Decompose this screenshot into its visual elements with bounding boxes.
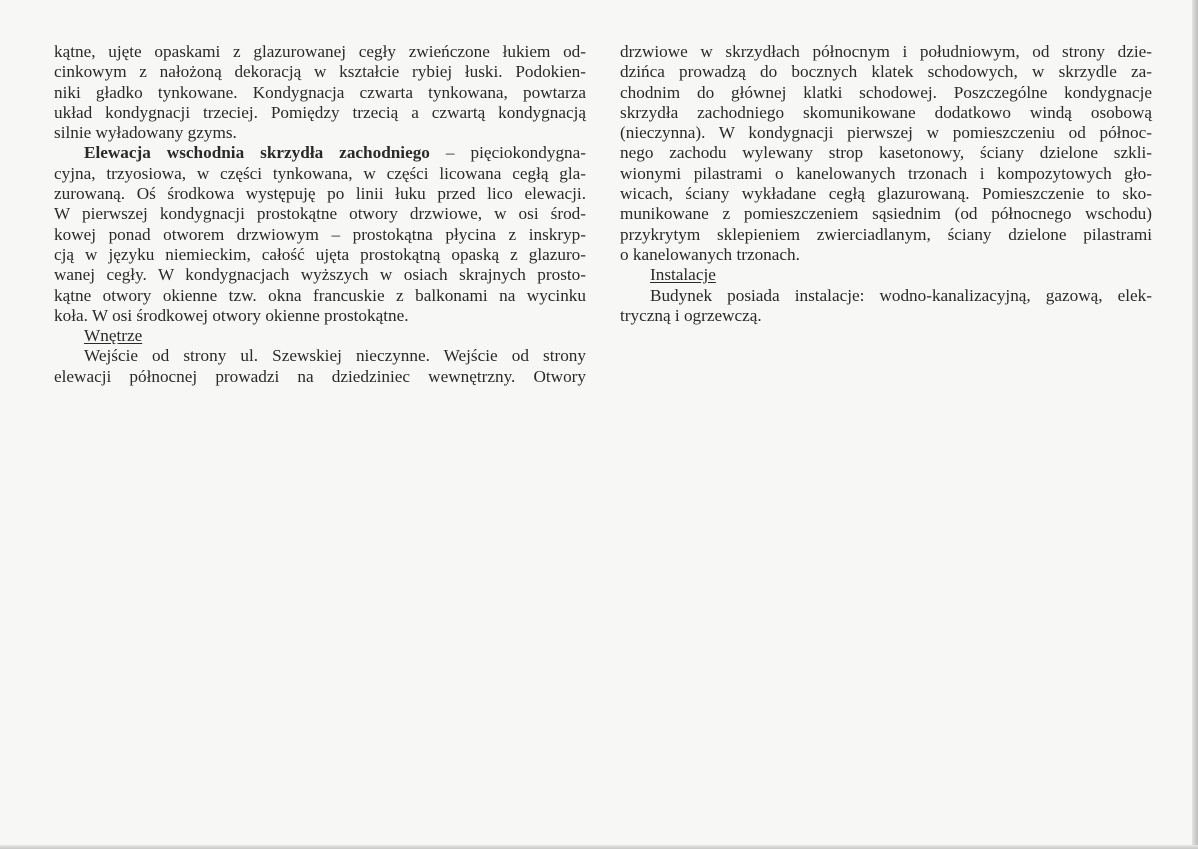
text-line: o kanelowanych trzonach.: [620, 244, 800, 264]
text-line: (nieczynna). W kondygnacji pierwszej w pomieszczeniu od północ-: [620, 123, 1152, 143]
text-line: munikowane z pomieszczeniem sąsiednim (od północnego wschodu): [620, 204, 1152, 224]
text-line: zurowaną. Oś środkowa występuję po linii łuku przed lico elewacji.: [54, 184, 586, 204]
text-line: koła. W osi środkowej otwory okienne prostokątne.: [54, 305, 409, 325]
page-edge-shadow-bottom: [0, 845, 1198, 849]
text-line: cyjna, trzyosiowa, w części tynkowana, w części licowana cegłą gla-: [54, 163, 586, 183]
section-title-east-elevation: Elewacja wschodnia skrzydła zachodniego: [84, 143, 430, 163]
text-line: wicach, ściany wykładane cegłą glazurowaną. Pomieszczenie to sko-: [620, 184, 1152, 204]
text-line: niki gładko tynkowane. Kondygnacja czwarta tynkowana, powtarza: [54, 82, 586, 102]
page-edge-shadow-right: [1192, 0, 1198, 849]
text-line: przykrytym sklepieniem zwierciadlanym, ściany dzielone pilastrami: [620, 224, 1152, 244]
text-line: dzińca prowadzą do bocznych klatek schodowych, w skrzydle za-: [620, 62, 1152, 82]
text-line: układ kondygnacji trzeciej. Pomiędzy trzecią a czwartą kondygnacją: [54, 102, 586, 122]
text-line: chodnim do głównej klatki schodowej. Poszczególne kondygnacje: [620, 82, 1152, 102]
section-heading-installations: Instalacje: [650, 265, 716, 285]
paragraph-lead-line: [54, 143, 586, 163]
right-text-column: [620, 42, 1152, 326]
left-text-column: [54, 42, 586, 387]
text-line: Budynek posiada instalacje: wodno-kanalizacyjną, gazową, elek-: [650, 285, 1152, 305]
text-line: drzwiowe w skrzydłach północnym i południowym, od strony dzie-: [620, 42, 1152, 61]
text-line: elewacji północnej prowadzi na dziedziniec wewnętrzny. Otwory: [54, 366, 586, 386]
text-line: nego zachodu wylewany strop kasetonowy, ściany dzielone szkli-: [620, 143, 1152, 163]
text-line: skrzydła zachodniego skomunikowane dodatkowo windą osobową: [620, 102, 1152, 122]
text-line: Wejście od strony ul. Szewskiej nieczynne. Wejście od strony: [84, 346, 586, 366]
text-line: wionymi pilastrami o kanelowanych trzonach i kompozytowych gło-: [620, 163, 1152, 183]
text-fragment: – pięciokondygna-: [429, 143, 586, 163]
text-line: tryczną i ogrzewczą.: [620, 305, 762, 325]
text-line: silnie wyładowany gzyms.: [54, 123, 237, 143]
text-line: kątne, ujęte opaskami z glazurowanej cegły zwieńczone łukiem od-: [54, 42, 586, 61]
text-line: W pierwszej kondygnacji prostokątne otwory drzwiowe, w osi środ-: [54, 204, 586, 224]
section-heading-interior: Wnętrze: [84, 326, 143, 346]
text-line: kowej ponad otworem drzwiowym – prostokątna płycina z inskryp-: [54, 224, 586, 244]
text-line: cinkowym z nałożoną dekoracją w kształcie rybiej łuski. Podokien-: [54, 62, 586, 82]
text-line: cją w języku niemieckim, całość ujęta prostokątną opaską z glazuro-: [54, 244, 586, 264]
text-line: wanej cegły. W kondygnacjach wyższych w osiach skrajnych prosto-: [54, 265, 586, 285]
text-line: kątne otwory okienne tzw. okna francuskie z balkonami na wycinku: [54, 285, 586, 305]
